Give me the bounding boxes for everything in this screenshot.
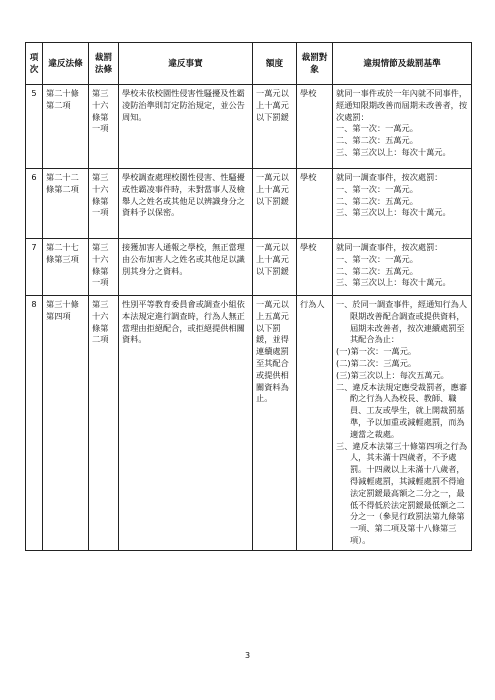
criteria-line: (一)第一次：一萬元。 bbox=[336, 346, 417, 357]
row-8-criteria bbox=[333, 296, 472, 551]
row-5-violated-article: 第二十條第二項 bbox=[43, 85, 89, 169]
row-7-target: 學校 bbox=[297, 239, 333, 296]
table-row-5 bbox=[26, 85, 472, 169]
table-row-8 bbox=[26, 296, 472, 551]
row-8-no: 8 bbox=[26, 296, 43, 551]
criteria-line: (二)第二次：三萬元。 bbox=[336, 357, 417, 368]
table-row-6 bbox=[26, 169, 472, 239]
row-7-penalty-article: 第三十六條第一項 bbox=[89, 239, 119, 296]
criteria-line: 三、違反本法第三十條第四項之行為人，其未滿十四歲者，不予處罰。十四歲以上未滿十八歲者，得減輕處罰，其減輕處罰不得逾法定罰鍰最高額之二分之一，最低不得低於法定罰鍰最低額之二分之一（參見行政罰法第九條第一項、第二項及第十八條第三項）。 bbox=[336, 440, 468, 545]
criteria-line: 二、第二次：五萬元。 bbox=[336, 195, 418, 206]
criteria-line: 一、第一次：一萬元。 bbox=[336, 123, 418, 134]
row-7-criteria bbox=[333, 239, 472, 296]
row-6-penalty-article: 第三十六條第一項 bbox=[89, 169, 119, 239]
criteria-line: 二、違反本法規定應受裁罰者，應審酌之行為人為校長、教師、職員、工友或學生，就上開裁罰基準，予以加重或減輕處罰，而為適當之裁處。 bbox=[336, 381, 468, 439]
table-row-7 bbox=[26, 239, 472, 296]
criteria-line: 三、第三次以上：每次十萬元。 bbox=[336, 207, 451, 218]
header-violated-article: 違反法條 bbox=[43, 43, 89, 85]
row-6-criteria bbox=[333, 169, 472, 239]
row-5-target: 學校 bbox=[297, 85, 333, 169]
criteria-line: 一、於同一調查事件，經通知行為人限期改善配合調查或提供資料，屆期未改善者，按次連續處罰至其配合為止： bbox=[336, 299, 468, 345]
header-row bbox=[26, 43, 472, 85]
criteria-line: 一、第一次：一萬元。 bbox=[336, 253, 418, 264]
row-5-criteria bbox=[333, 85, 472, 169]
row-8-violated-article: 第三十條第四項 bbox=[43, 296, 89, 551]
criteria-line: 三、第三次以上：每次十萬元。 bbox=[336, 146, 451, 157]
row-8-amount: 一萬元以上五萬元以下罰鍰，並得連續處罰至其配合或提供相關資料為止。 bbox=[253, 296, 297, 551]
row-6-target: 學校 bbox=[297, 169, 333, 239]
criteria-line: 就同一事件或於一年內就不同事件，經通知限期改善而屆期未改善者，按次處罰： bbox=[336, 88, 468, 122]
criteria-line: (三)第三次以上：每次五萬元。 bbox=[336, 369, 449, 380]
row-6-amount: 一萬元以上十萬元以下罰鍰 bbox=[253, 169, 297, 239]
header-violation: 違反事實 bbox=[119, 43, 253, 85]
criteria-line: 就同一調查事件，按次處罰： bbox=[336, 242, 443, 252]
row-5-amount: 一萬元以上十萬元以下罰鍰 bbox=[253, 85, 297, 169]
row-6-violation: 學校調查處理校園性侵害、性騷擾或性霸凌事件時，未對當事人及檢舉人之姓名或其他足以辨識身分之資料予以保密。 bbox=[119, 169, 253, 239]
criteria-line: 二、第二次：五萬元。 bbox=[336, 265, 418, 276]
penalty-table bbox=[25, 42, 472, 551]
row-5-violation: 學校未依校園性侵害性騷擾及性霸凌防治準則訂定防治規定，並公告周知。 bbox=[119, 85, 253, 169]
row-8-penalty-article: 第三十六條第二項 bbox=[89, 296, 119, 551]
row-5-no: 5 bbox=[26, 85, 43, 169]
header-target: 裁罰對象 bbox=[297, 43, 333, 85]
row-8-violation: 性別平等教育委員會或調查小組依本法規定進行調查時，行為人無正當理由拒絕配合，或拒絕提供相關資料。 bbox=[119, 296, 253, 551]
row-8-target: 行為人 bbox=[297, 296, 333, 551]
criteria-line: 二、第二次：五萬元。 bbox=[336, 135, 418, 146]
row-7-violated-article: 第二十七條第三項 bbox=[43, 239, 89, 296]
header-penalty-article: 裁罰法條 bbox=[89, 43, 119, 85]
page-number: 3 bbox=[244, 651, 251, 660]
header-item: 項次 bbox=[26, 43, 43, 85]
criteria-line: 就同一調查事件，按次處罰： bbox=[336, 172, 443, 182]
row-7-amount: 一萬元以上十萬元以下罰鍰 bbox=[253, 239, 297, 296]
criteria-line: 一、第一次：一萬元。 bbox=[336, 183, 418, 194]
row-6-violated-article: 第二十二條第二項 bbox=[43, 169, 89, 239]
criteria-line: 三、第三次以上：每次十萬元。 bbox=[336, 277, 451, 288]
row-7-violation: 接獲加害人通報之學校，無正當理由公布加害人之姓名或其他足以識別其身分之資料。 bbox=[119, 239, 253, 296]
row-7-no: 7 bbox=[26, 239, 43, 296]
row-5-penalty-article: 第三十六條第一項 bbox=[89, 85, 119, 169]
header-amount: 額度 bbox=[253, 43, 297, 85]
header-criteria: 違規情節及裁罰基準 bbox=[333, 43, 472, 85]
row-6-no: 6 bbox=[26, 169, 43, 239]
